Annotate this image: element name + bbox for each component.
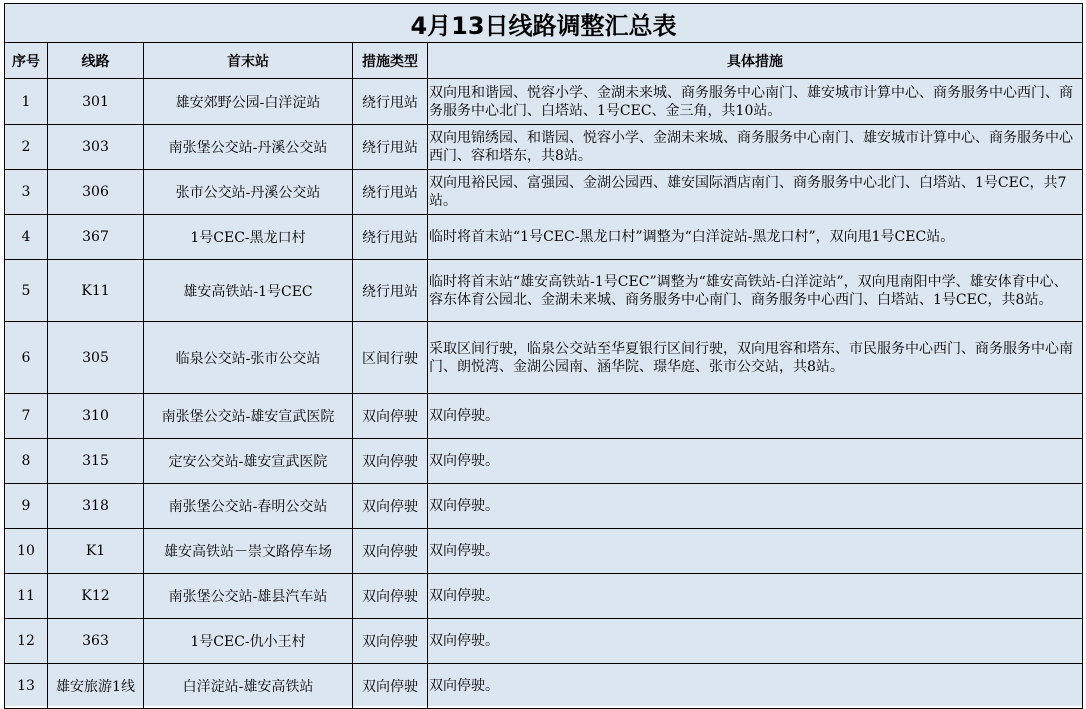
cell-route: 318 <box>48 484 144 529</box>
cell-type: 双向停驶 <box>353 529 428 574</box>
table-row <box>5 322 1083 394</box>
cell-no: 8 <box>5 439 48 484</box>
cell-route: 310 <box>48 394 144 439</box>
cell-route: K1 <box>48 529 144 574</box>
cell-no: 3 <box>5 170 48 215</box>
cell-stations: 南张堡公交站-春明公交站 <box>144 484 353 529</box>
table-row <box>5 125 1083 170</box>
table-row <box>5 574 1083 619</box>
cell-type: 双向停驶 <box>353 664 428 709</box>
cell-type: 绕行甩站 <box>353 215 428 260</box>
cell-stations: 临泉公交站-张市公交站 <box>144 322 353 394</box>
cell-route: 303 <box>48 125 144 170</box>
cell-detail: 采取区间行驶，临泉公交站至华夏银行区间行驶，双向甩容和塔东、市民服务中心西门、商务服务中心南门、朗悦湾、金湖公园南、涵华院、璟华庭、张市公交站，共8站。 <box>428 322 1083 394</box>
cell-type: 绕行甩站 <box>353 79 428 125</box>
cell-detail: 双向停驶。 <box>428 664 1083 709</box>
cell-route: 315 <box>48 439 144 484</box>
cell-detail: 双向停驶。 <box>428 439 1083 484</box>
cell-type: 双向停驶 <box>353 619 428 664</box>
table-row <box>5 529 1083 574</box>
table-row <box>5 260 1083 322</box>
cell-detail: 双向停驶。 <box>428 574 1083 619</box>
header-no: 序号 <box>5 43 48 79</box>
cell-stations: 南张堡公交站-丹溪公交站 <box>144 125 353 170</box>
cell-no: 5 <box>5 260 48 322</box>
header-type: 措施类型 <box>353 43 428 79</box>
cell-detail: 双向甩裕民园、富强园、金湖公园西、雄安国际酒店南门、商务服务中心北门、白塔站、1号CEC，共7站。 <box>428 170 1083 215</box>
summary-sheet <box>4 3 1082 706</box>
cell-stations: 1号CEC-仇小王村 <box>144 619 353 664</box>
table-title: 4月13日线路调整汇总表 <box>5 4 1083 43</box>
cell-no: 4 <box>5 215 48 260</box>
cell-detail: 双向停驶。 <box>428 529 1083 574</box>
cell-detail: 双向停驶。 <box>428 484 1083 529</box>
cell-route: 雄安旅游1线 <box>48 664 144 709</box>
table-row <box>5 484 1083 529</box>
cell-detail: 双向甩和谐园、悦容小学、金湖未来城、商务服务中心南门、雄安城市计算中心、商务服务中心西门、商务服务中心北门、白塔站、1号CEC、金三角，共10站。 <box>428 79 1083 125</box>
cell-type: 双向停驶 <box>353 439 428 484</box>
header-stations: 首末站 <box>144 43 353 79</box>
header-route: 线路 <box>48 43 144 79</box>
cell-no: 9 <box>5 484 48 529</box>
cell-stations: 定安公交站-雄安宣武医院 <box>144 439 353 484</box>
table-row <box>5 439 1083 484</box>
cell-route: K11 <box>48 260 144 322</box>
table-row <box>5 215 1083 260</box>
cell-route: 363 <box>48 619 144 664</box>
cell-no: 2 <box>5 125 48 170</box>
cell-type: 双向停驶 <box>353 574 428 619</box>
header-row <box>5 43 1083 79</box>
table-row <box>5 170 1083 215</box>
cell-no: 6 <box>5 322 48 394</box>
table-row <box>5 394 1083 439</box>
cell-stations: 白洋淀站-雄安高铁站 <box>144 664 353 709</box>
cell-type: 双向停驶 <box>353 484 428 529</box>
cell-type: 绕行甩站 <box>353 125 428 170</box>
cell-no: 12 <box>5 619 48 664</box>
cell-detail: 双向停驶。 <box>428 394 1083 439</box>
cell-route: K12 <box>48 574 144 619</box>
cell-type: 绕行甩站 <box>353 260 428 322</box>
cell-stations: 雄安郊野公园-白洋淀站 <box>144 79 353 125</box>
cell-route: 306 <box>48 170 144 215</box>
cell-detail: 双向甩锦绣园、和谐园、悦容小学、金湖未来城、商务服务中心南门、雄安城市计算中心、商务服务中心西门、容和塔东，共8站。 <box>428 125 1083 170</box>
cell-no: 13 <box>5 664 48 709</box>
cell-stations: 1号CEC-黑龙口村 <box>144 215 353 260</box>
cell-route: 305 <box>48 322 144 394</box>
route-adjustment-table <box>4 3 1083 709</box>
cell-type: 双向停驶 <box>353 394 428 439</box>
cell-no: 7 <box>5 394 48 439</box>
cell-stations: 南张堡公交站-雄安宣武医院 <box>144 394 353 439</box>
table-row <box>5 79 1083 125</box>
cell-stations: 张市公交站-丹溪公交站 <box>144 170 353 215</box>
cell-stations: 雄安高铁站-1号CEC <box>144 260 353 322</box>
cell-detail: 临时将首末站“雄安高铁站-1号CEC”调整为“雄安高铁站-白洋淀站”，双向甩南阳中学、雄安体育中心、容东体育公园北、金湖未来城、商务服务中心南门、商务服务中心西门、白塔站、1号CEC，共8站。 <box>428 260 1083 322</box>
cell-stations: 雄安高铁站－崇文路停车场 <box>144 529 353 574</box>
cell-stations: 南张堡公交站-雄县汽车站 <box>144 574 353 619</box>
cell-no: 11 <box>5 574 48 619</box>
cell-no: 1 <box>5 79 48 125</box>
cell-detail: 双向停驶。 <box>428 619 1083 664</box>
cell-route: 301 <box>48 79 144 125</box>
cell-type: 绕行甩站 <box>353 170 428 215</box>
table-row <box>5 619 1083 664</box>
table-row <box>5 664 1083 709</box>
cell-no: 10 <box>5 529 48 574</box>
header-detail: 具体措施 <box>428 43 1083 79</box>
cell-route: 367 <box>48 215 144 260</box>
cell-type: 区间行驶 <box>353 322 428 394</box>
cell-detail: 临时将首末站“1号CEC-黑龙口村”调整为“白洋淀站-黑龙口村”，双向甩1号CEC站。 <box>428 215 1083 260</box>
